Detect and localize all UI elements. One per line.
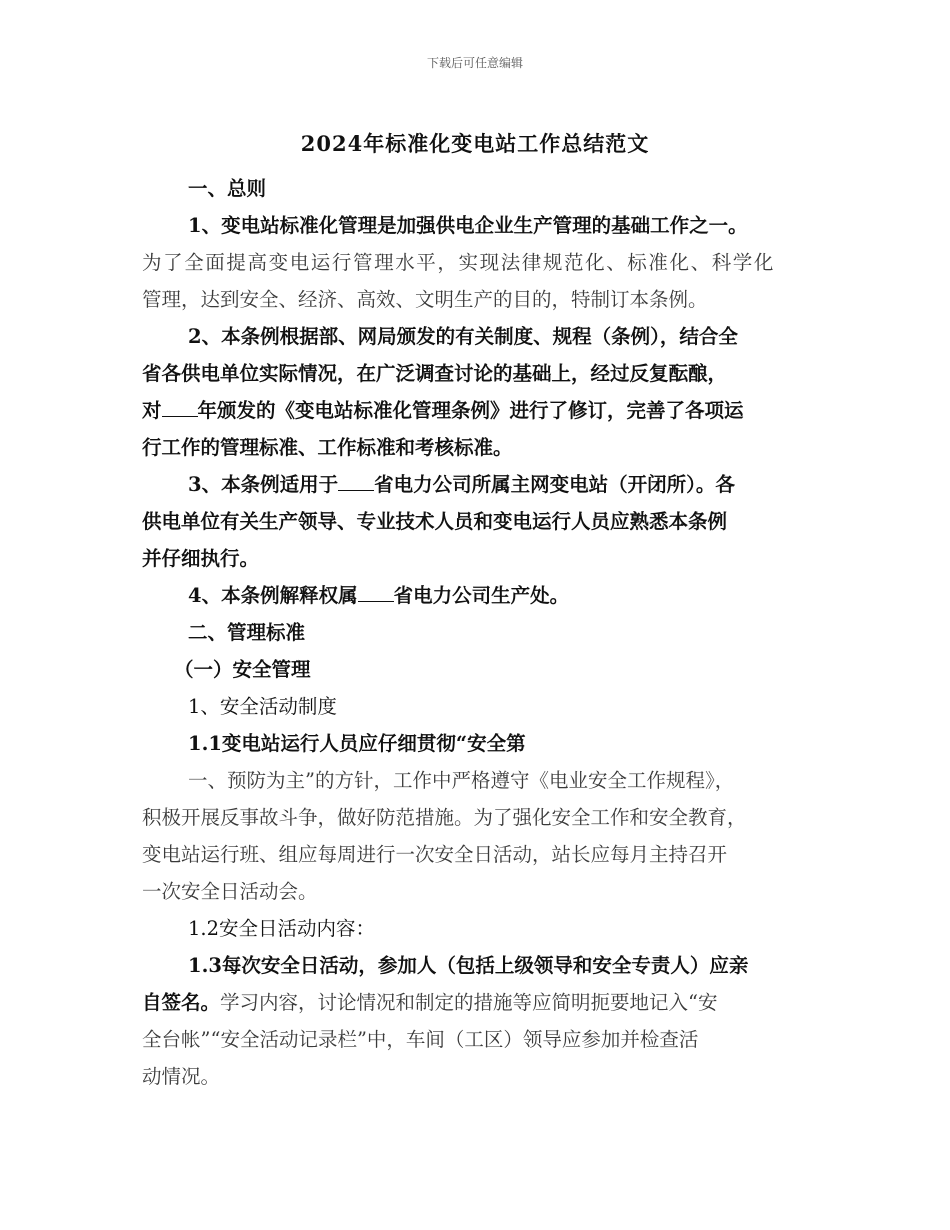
paragraph-6-line-1: 1.3每次安全日活动，参加人（包括上级领导和安全专责人）应亲: [188, 954, 749, 977]
paragraph-4-line-1-start: 4、本条例解释权属: [188, 584, 358, 607]
paragraph-5-line-2: 积极开展反事故斗争，做好防范措施。为了强化安全工作和安全教育，: [142, 806, 747, 829]
paragraph-2-line-3: [142, 392, 744, 429]
paragraph-1-line-1: 1、变电站标准化管理是加强供电企业生产管理的基础工作之一。: [188, 214, 748, 237]
paragraph-6-line-2-end: 学习内容，讨论情况和制定的措施等应简明扼要地记入“安: [220, 991, 718, 1014]
paragraph-6-line-2: [142, 984, 718, 1021]
blank-underline: [358, 583, 394, 602]
item-1-2: 1.2安全日活动内容：: [188, 917, 376, 940]
paragraph-3-line-1: [188, 466, 735, 503]
paragraph-2-line-3-start: 对: [142, 399, 162, 422]
paragraph-3-line-1-start: 3、本条例适用于: [188, 473, 339, 496]
paragraph-3-line-3: 并仔细执行。: [142, 547, 260, 570]
blank-underline: [338, 472, 374, 491]
section-heading-management-standards: 二、管理标准: [188, 621, 306, 644]
paragraph-2-line-1: 2、本条例根据部、网局颁发的有关制度、规程（条例），结合全: [188, 325, 738, 348]
paragraph-6-line-3: 全台帐”“安全活动记录栏”中，车间（工区）领导应参加并检查活: [142, 1028, 699, 1051]
paragraph-1-line-2: 为了全面提高变电运行管理水平，实现法律规范化、标准化、科学化: [142, 251, 776, 274]
section-heading-general: 一、总则: [188, 177, 267, 200]
paragraph-2-line-2: 省各供电单位实际情况，在广泛调查讨论的基础上，经过反复酝酿，: [142, 362, 728, 385]
subsection-heading-safety-management: （一）安全管理: [174, 658, 311, 681]
paragraph-3-line-1-end: 省电力公司所属主网变电站（开闭所）。各: [374, 473, 735, 496]
paragraph-2-line-3-end: 年颁发的《变电站标准化管理条例》进行了修订，完善了各项运: [197, 399, 744, 422]
paragraph-5-line-4: 一次安全日活动会。: [142, 880, 318, 903]
item-safety-activity-system: 1、安全活动制度: [188, 695, 337, 718]
paragraph-4-line-1: [188, 577, 569, 614]
page-header-note: 下载后可任意编辑: [426, 56, 523, 70]
paragraph-5-line-3: 变电站运行班、组应每周进行一次安全日活动，站长应每月主持召开: [142, 843, 728, 866]
blank-underline: [162, 398, 198, 417]
document-title: 2024年标准化变电站工作总结范文: [300, 131, 650, 156]
paragraph-5-line-1: 一、预防为主”的方针，工作中严格遵守《电业安全工作规程》，: [188, 769, 735, 792]
paragraph-2-line-4: 行工作的管理标准、工作标准和考核标准。: [142, 436, 513, 459]
paragraph-1-line-3: 管理，达到安全、经济、高效、文明生产的目的，特制订本条例。: [142, 288, 708, 311]
paragraph-3-line-2: 供电单位有关生产领导、专业技术人员和变电运行人员应熟悉本条例: [142, 510, 728, 533]
paragraph-6-line-4: 动情况。: [142, 1065, 221, 1088]
paragraph-6-line-2-start: 自签名。: [142, 991, 221, 1014]
item-1-1: 1.1变电站运行人员应仔细贯彻“安全第: [188, 732, 526, 755]
paragraph-4-line-1-end: 省电力公司生产处。: [393, 584, 570, 607]
